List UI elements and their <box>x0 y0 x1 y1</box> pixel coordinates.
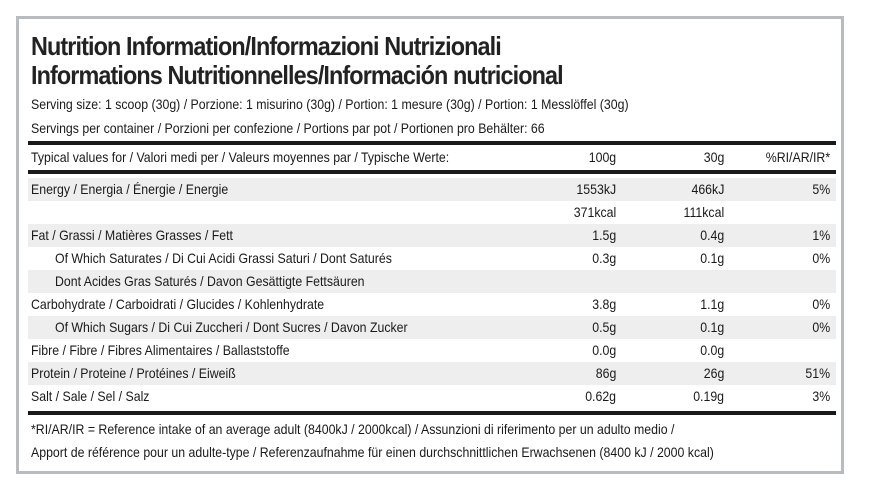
header-top-rule <box>28 141 836 145</box>
row-value-100g: 1553kJ <box>576 181 616 197</box>
header-col-ri: %RI/AR/IR* <box>765 149 830 165</box>
table-row-sugars <box>28 316 836 339</box>
row-label: Protein / Proteine / Protéines / Eiweiß <box>31 365 236 381</box>
footnote-line-2: Apport de référence pour un adulte-type / Referenzaufnahme für einen durchschnittlichen Erwachsenen (8400 kJ / 2000 kcal) <box>31 444 714 460</box>
row-value-100g: 0.5g <box>592 319 616 335</box>
row-value-100g: 0.0g <box>592 342 616 358</box>
table-bottom-rule <box>28 411 836 415</box>
row-value-ri: 3% <box>812 388 830 404</box>
row-value-30g: 1.1g <box>700 296 724 312</box>
row-value-ri: 5% <box>812 181 830 197</box>
row-value-30g: 26g <box>703 365 724 381</box>
row-value-30g: 0.0g <box>700 342 724 358</box>
table-row-energy-kcal <box>28 201 836 224</box>
row-value-ri: 0% <box>812 250 830 266</box>
header-label: Typical values for / Valori medi per / Valeurs moyennes par / Typische Werte: <box>31 149 450 165</box>
serving-size: Serving size: 1 scoop (30g) / Porzione: 1 misurino (30g) / Portion: 1 mesure (30g) / Portion: 1 Messlöffel (30g) <box>31 96 629 112</box>
row-value-ri: 0% <box>812 319 830 335</box>
row-label: Of Which Saturates / Di Cui Acidi Grassi Saturi / Dont Saturés <box>55 250 392 266</box>
table-header-row <box>28 146 836 169</box>
row-value-100g: 86g <box>595 365 616 381</box>
row-label: Fat / Grassi / Matières Grasses / Fett <box>31 227 233 243</box>
servings-per-container: Servings per container / Porzioni per confezione / Portions par pot / Portionen pro Behälter: 66 <box>31 120 545 136</box>
table-row-protein <box>28 362 836 385</box>
table-row-salt <box>28 385 836 408</box>
row-value-100g: 0.62g <box>585 388 616 404</box>
footnote-line-1: *RI/AR/IR = Reference intake of an average adult (8400kJ / 2000kcal) / Assunzioni di riferimento per un adulto medio / <box>31 421 675 437</box>
row-value-30g: 111kcal <box>683 204 724 220</box>
row-value-30g: 0.4g <box>700 227 724 243</box>
title-line-2: Informations Nutritionnelles/Información nutricional <box>31 60 563 90</box>
table-row-saturates-cont <box>28 270 836 293</box>
row-value-30g: 0.1g <box>700 250 724 266</box>
table-row-energy-kj <box>28 178 836 201</box>
table-row-fat <box>28 224 836 247</box>
row-label: Dont Acides Gras Saturés / Davon Gesättigte Fettsäuren <box>55 273 365 289</box>
row-label: Salt / Sale / Sel / Salz <box>31 388 150 404</box>
header-col-30g: 30g <box>703 149 724 165</box>
row-value-100g: 1.5g <box>592 227 616 243</box>
header-bottom-rule <box>28 170 836 174</box>
row-value-ri: 0% <box>812 296 830 312</box>
table-row-carbohydrate <box>28 293 836 316</box>
title-line-1: Nutrition Information/Informazioni Nutrizionali <box>31 31 501 61</box>
row-value-ri: 51% <box>805 365 830 381</box>
row-value-30g: 0.19g <box>693 388 724 404</box>
row-value-100g: 371kcal <box>573 204 616 220</box>
row-value-100g: 0.3g <box>592 250 616 266</box>
row-label: Fibre / Fibre / Fibres Alimentaires / Ballaststoffe <box>31 342 290 358</box>
row-value-ri: 1% <box>812 227 830 243</box>
row-value-30g: 466kJ <box>691 181 724 197</box>
row-label: Energy / Energia / Énergie / Energie <box>31 181 229 197</box>
row-value-30g: 0.1g <box>700 319 724 335</box>
header-col-100g: 100g <box>588 149 616 165</box>
row-label: Of Which Sugars / Di Cui Zuccheri / Dont Sucres / Davon Zucker <box>55 319 408 335</box>
row-label: Carbohydrate / Carboidrati / Glucides / Kohlenhydrate <box>31 296 325 312</box>
table-row-fibre <box>28 339 836 362</box>
table-row-saturates <box>28 247 836 270</box>
row-value-100g: 3.8g <box>592 296 616 312</box>
